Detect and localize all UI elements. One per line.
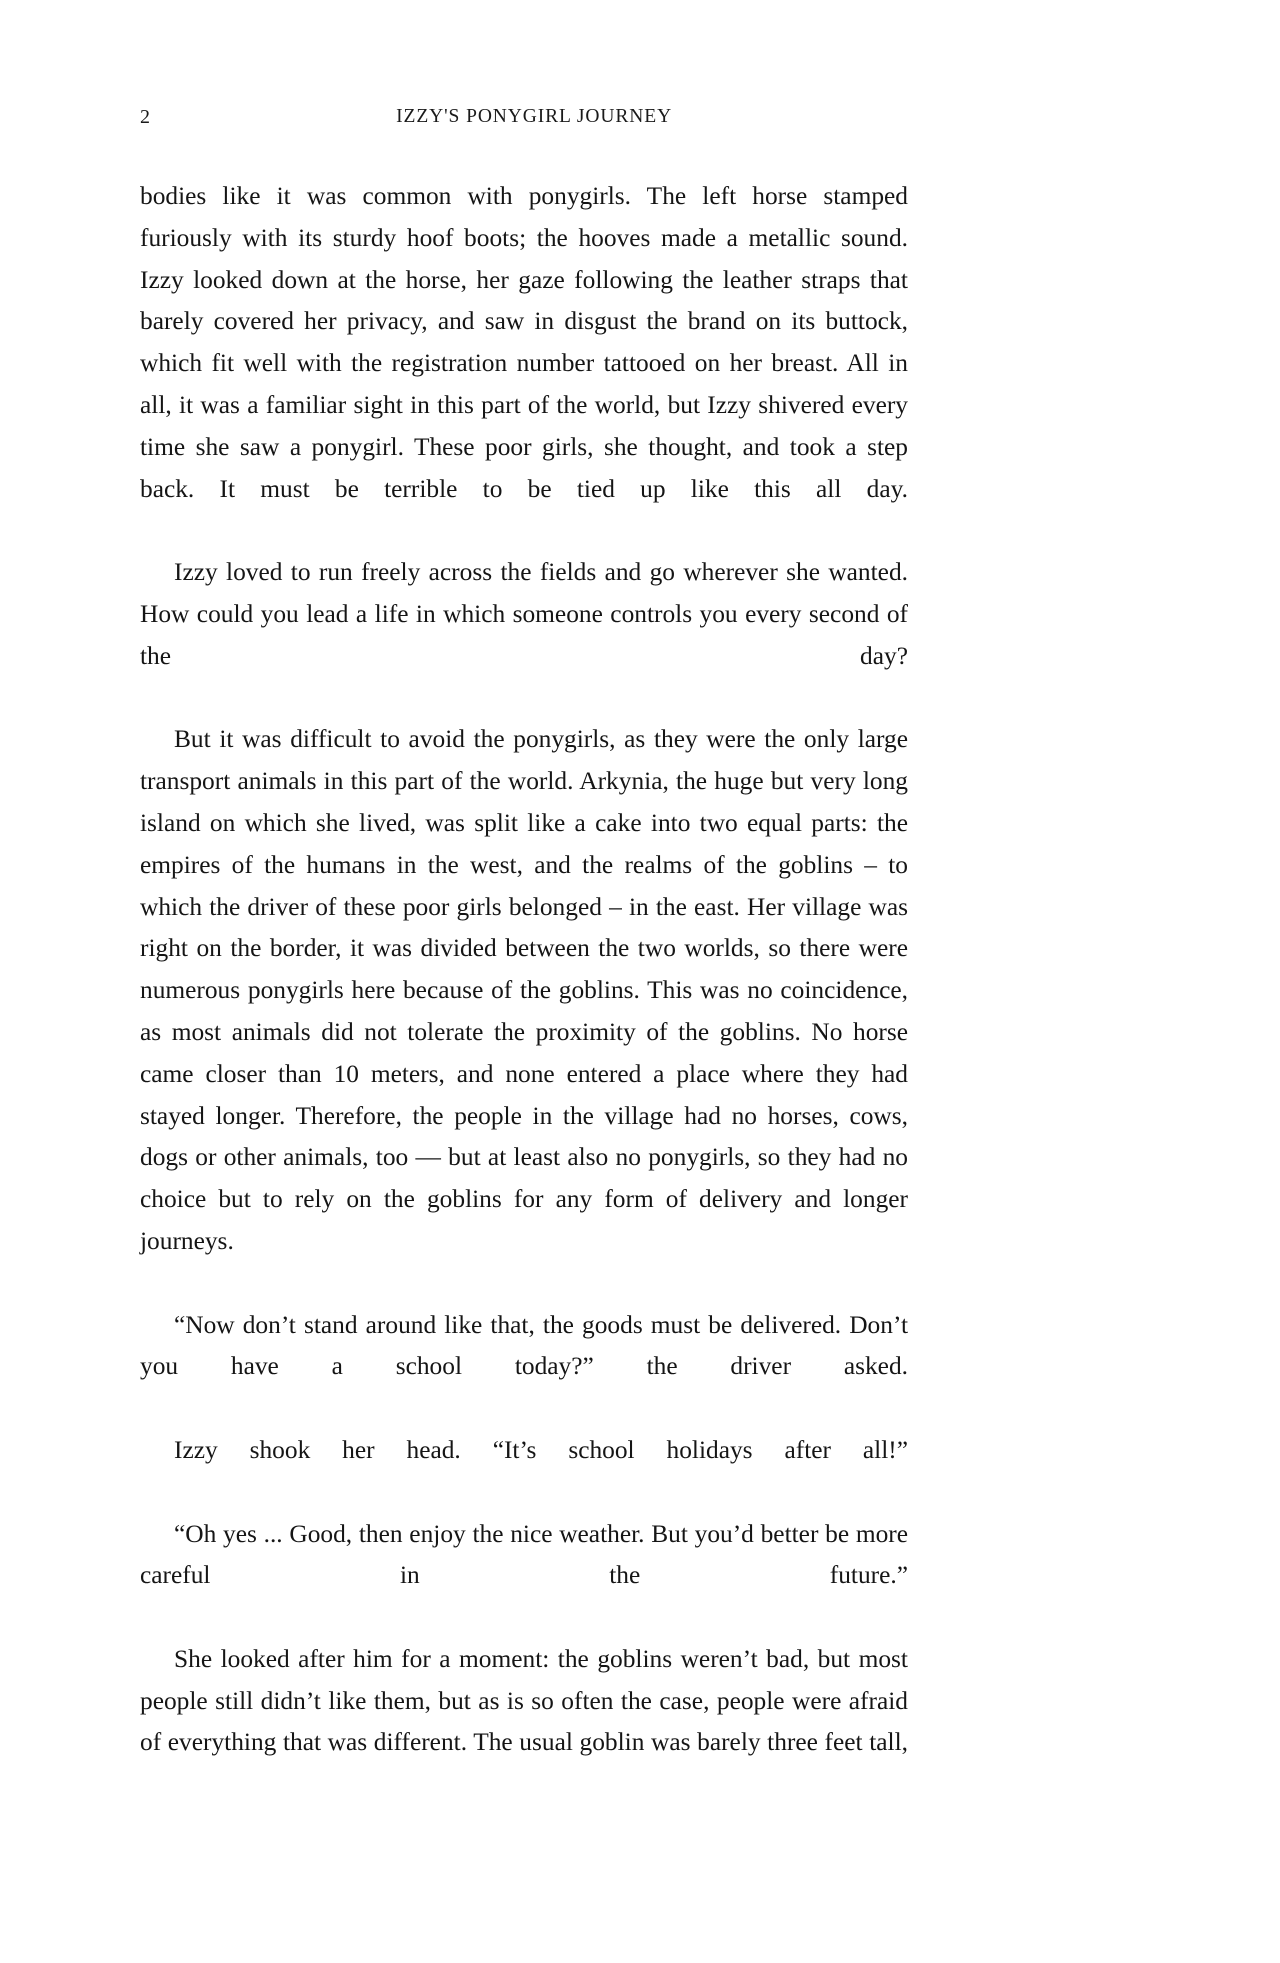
paragraph: “Now don’t stand around like that, the goods must be delivered. Don’t you have a school today?” the driver asked.	[140, 1310, 908, 1381]
page-number: 2	[140, 106, 151, 128]
paragraph: She looked after him for a moment: the goblins weren’t bad, but most people still didn’t like them, but as is so often the case, people were afraid of everything that was different. The usual goblin was barely three feet tall,	[140, 1644, 908, 1757]
paragraph: Izzy shook her head. “It’s school holidays after all!”	[174, 1435, 908, 1464]
paragraph: bodies like it was common with ponygirls. The left horse stamped furiously with its sturdy hoof boots; the hooves made a metallic sound. Izzy looked down at the horse, her gaze following the leather straps that barely covered her privacy, and saw in disgust the brand on its buttock, which fit well with the registration number tattooed on her breast. All in all, it was a familiar sight in this part of the world, but Izzy shivered every time she saw a ponygirl. These poor girls, she thought, and took a step back. It must be terrible to be tied up like this all day.	[140, 182, 908, 503]
running-head-title: IZZY'S PONYGIRL JOURNEY	[396, 106, 673, 127]
body-text-block	[140, 176, 908, 1806]
paragraph: Izzy loved to run freely across the fields and go wherever she wanted. How could you lead a life in which someone controls you every second of the day?	[140, 558, 908, 670]
paragraph: But it was difficult to avoid the ponygirls, as they were the only large transport animals in this part of the world. Arkynia, the huge but very long island on which she lived, was split like a cake into two equal parts: the empires of the humans in the west, and the realms of the goblins – to which the driver of these poor girls belonged – in the east. Her village was right on the border, it was divided between the two worlds, so there were numerous ponygirls here because of the goblins. This was no coincidence, as most animals did not tolerate the proximity of the goblins. No horse came closer than 10 meters, and none entered a place where they had stayed longer. Therefore, the people in the village had no horses, cows, dogs or other animals, too — but at least also no ponygirls, so they had no choice but to rely on the goblins for any form of delivery and longer journeys.	[140, 725, 908, 1255]
running-head	[140, 104, 908, 130]
paragraph: “Oh yes ... Good, then enjoy the nice weather. But you’d better be more careful in the future.”	[140, 1519, 908, 1590]
